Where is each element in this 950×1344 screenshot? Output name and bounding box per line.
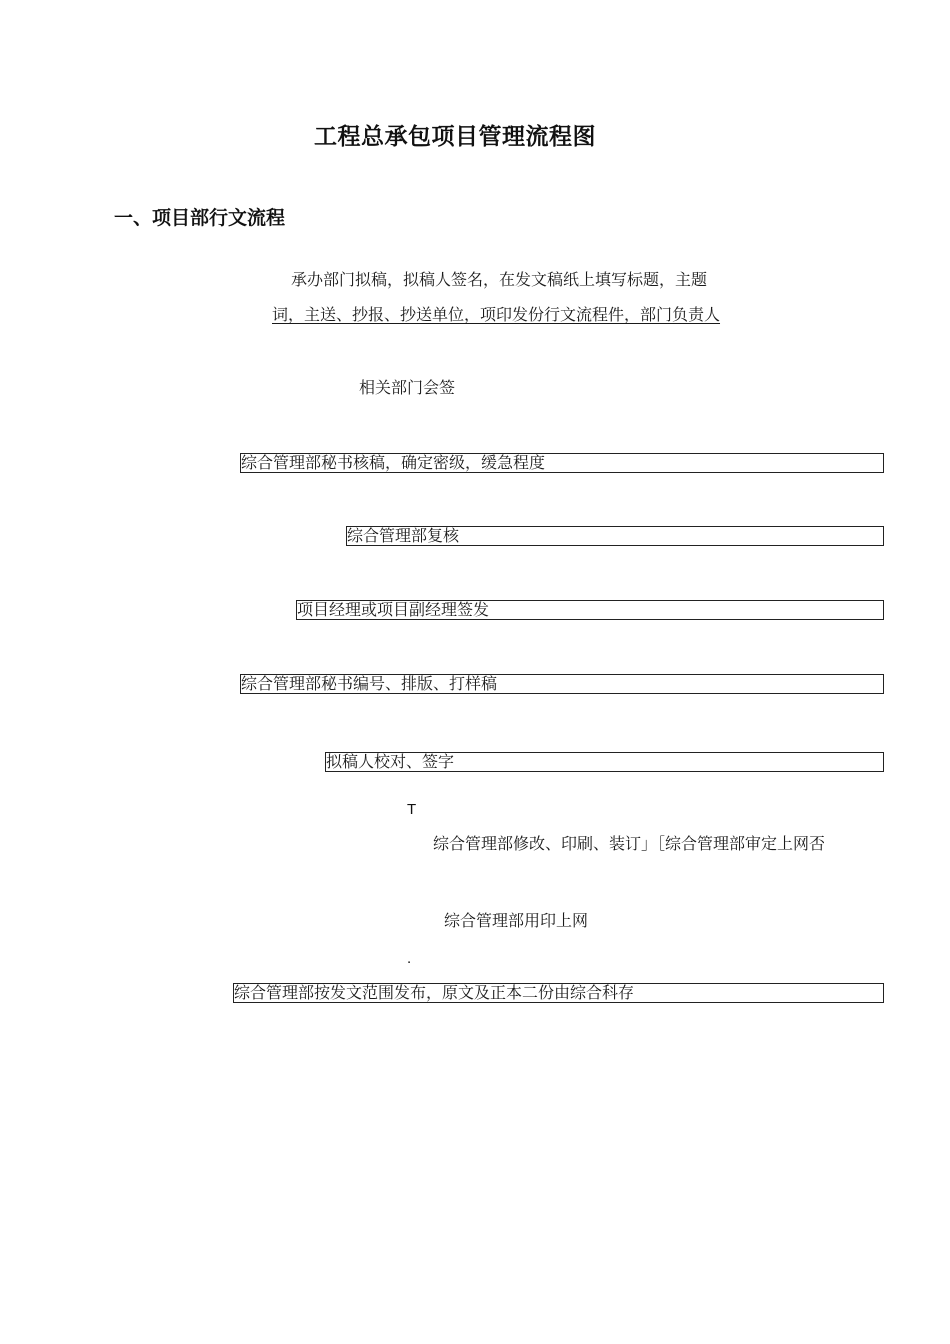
page-title: 工程总承包项目管理流程图 [314, 124, 596, 150]
flow-box-numbering [240, 674, 884, 694]
flow-box-secretary-review [240, 453, 884, 473]
flow-step-seal-online: 综合管理部用印上网 [444, 911, 589, 930]
flow-box-distribution [233, 983, 884, 1003]
flow-step-draft-line2: 词，主送、抄报、抄送单位，项印发份行文流程件，部门负责人 [272, 305, 721, 324]
flow-box-approval-label: 项目经理或项目副经理签发 [297, 600, 490, 619]
flow-box-numbering-label: 综合管理部秘书编号、排版、打样稿 [241, 674, 498, 693]
section-heading: 一、项目部行文流程 [114, 207, 286, 229]
flow-box-secretary-review-label: 综合管理部秘书核稿，确定密级，缓急程度 [241, 453, 546, 472]
flow-step-countersign: 相关部门会签 [359, 378, 456, 397]
flow-step-print: 综合管理部修改、印刷、装订」［综合管理部审定上网否 [433, 834, 826, 853]
flow-box-recheck-label: 综合管理部复核 [347, 526, 460, 545]
flow-marker-dot: . [407, 950, 412, 967]
flow-step-draft-line1: 承办部门拟稿，拟稿人签名，在发文稿纸上填写标题，主题 [291, 270, 708, 289]
flow-box-approval [296, 600, 884, 620]
flow-box-distribution-label: 综合管理部按发文范围发布，原文及正本二份由综合科存 [234, 983, 635, 1002]
flow-box-proofread-label: 拟稿人校对、签字 [326, 752, 455, 771]
flow-box-recheck [346, 526, 884, 546]
flow-marker-t: T [407, 801, 417, 818]
flow-box-proofread [325, 752, 884, 772]
